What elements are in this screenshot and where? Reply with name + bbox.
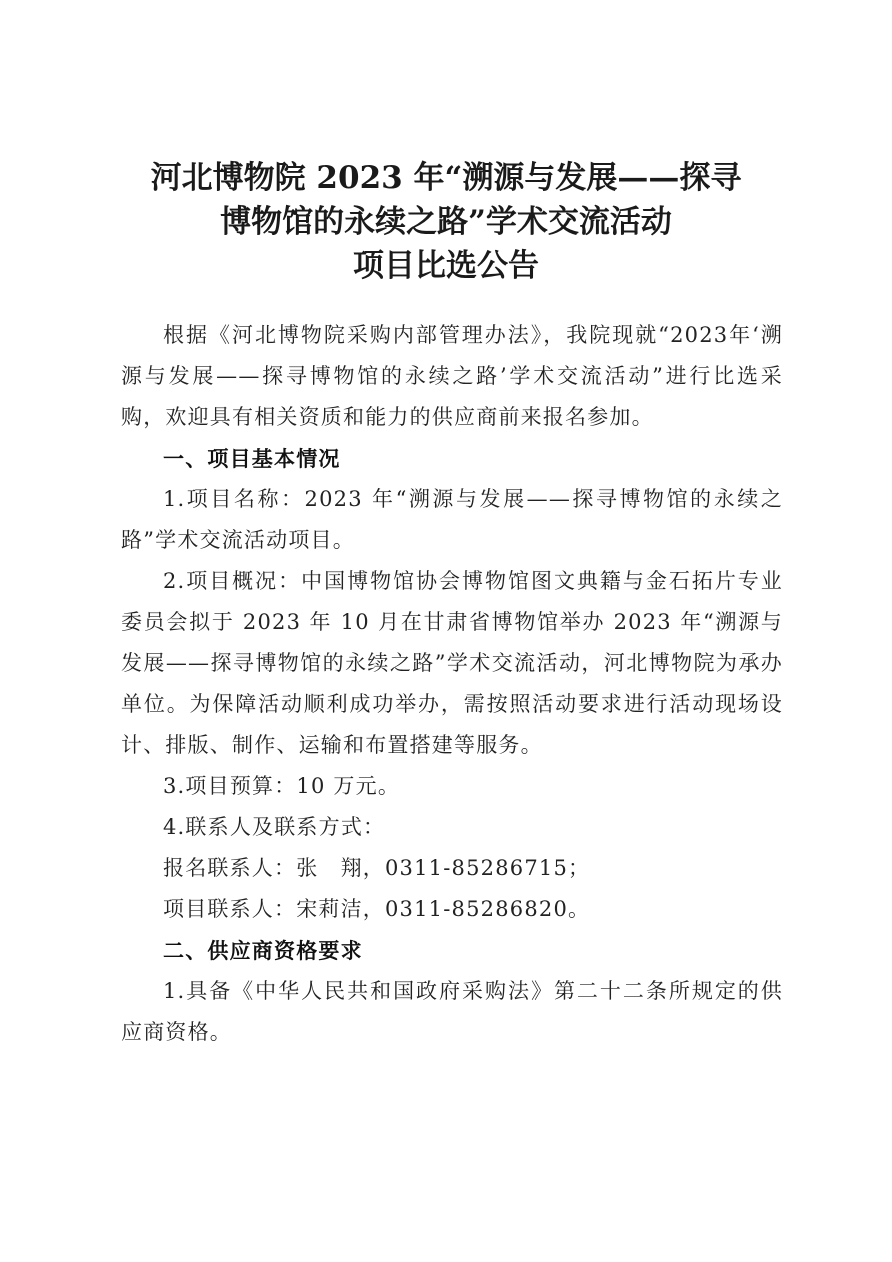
intro-paragraph: 根据《河北博物院采购内部管理办法》，我院现就“2023年‘溯源与发展——探寻博物馆的永续之路’学术交流活动”进行比选采购，欢迎具有相关资质和能力的供应商前来报名参加。 (121, 323, 783, 429)
project-contact: 项目联系人：宋莉洁，0311-85286820。 (163, 897, 591, 921)
contact-info-item: 4.联系人及联系方式： (163, 815, 386, 839)
qualification-item-1: 1.具备《中华人民共和国政府采购法》第二十二条所规定的供应商资格。 (121, 979, 783, 1044)
title-line-3: 项目比选公告 (353, 248, 539, 284)
section2-heading: 二、供应商资格要求 (163, 938, 363, 963)
title-line-2: 博物馆的永续之路”学术交流活动 (220, 204, 672, 240)
registration-contact: 报名联系人：张 翔，0311-85286715； (163, 856, 591, 880)
project-budget-item: 3.项目预算：10 万元。 (163, 774, 401, 798)
title-line-1: 河北博物院 2023 年“溯源与发展——探寻 (150, 160, 742, 196)
document-title (100, 156, 792, 288)
section1-heading: 一、项目基本情况 (163, 446, 341, 471)
project-name-item: 1.项目名称：2023 年“溯源与发展——探寻博物馆的永续之路”学术交流活动项目。 (121, 487, 783, 552)
document-body (121, 315, 783, 1053)
project-overview-item: 2.项目概况：中国博物馆协会博物馆图文典籍与金石拓片专业委员会拟于 2023 年 10 月在甘肃省博物馆举办 2023 年“溯源与发展——探寻博物馆的永续之路”学术交流活动，河北博物院为承办单位。为保障活动顺利成功举办，需按照活动要求进行活动现场设计、排版、制作、运输和布置搭建等服务。 (121, 569, 783, 757)
